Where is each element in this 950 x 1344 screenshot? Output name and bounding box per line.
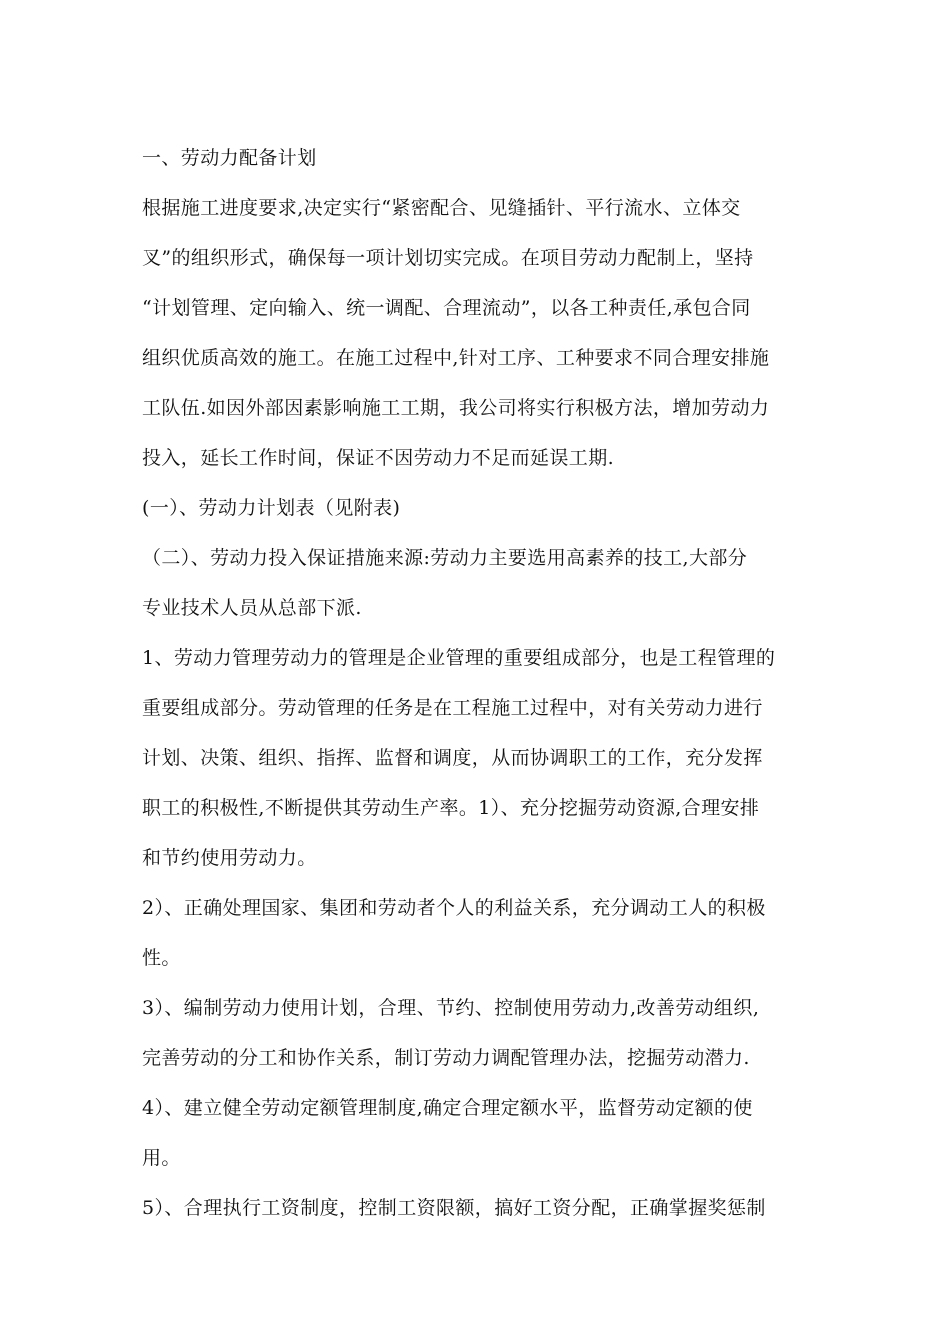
paragraph-line: 3）、编制劳动力使用计划，合理、节约、控制使用劳动力,改善劳动组织,: [142, 997, 760, 1019]
paragraph-line: 和节约使用劳动力。: [142, 847, 317, 869]
paragraph-line: 用。: [142, 1147, 181, 1169]
paragraph-line: 1、劳动力管理劳动力的管理是企业管理的重要组成部分，也是工程管理的: [142, 647, 776, 669]
subheading-line: (一）、劳动力计划表（见附表): [142, 497, 401, 519]
paragraph-line: 专业技术人员从总部下派.: [142, 597, 362, 619]
paragraph-line: 投入，延长工作时间，保证不因劳动力不足而延误工期.: [142, 447, 615, 469]
paragraph-line: “计划管理、定向输入、统一调配、合理流动”，以各工种责任,承包合同: [142, 297, 751, 319]
paragraph-line: 重要组成部分。劳动管理的任务是在工程施工过程中，对有关劳动力进行: [142, 697, 763, 719]
paragraph-line: （二）、劳动力投入保证措施来源:劳动力主要选用高素养的技工,大部分: [142, 547, 748, 569]
paragraph-line: 根据施工进度要求,决定实行“紧密配合、见缝插针、平行流水、立体交: [142, 197, 741, 219]
section-heading: 一、劳动力配备计划: [142, 147, 317, 169]
paragraph-line: 叉”的组织形式，确保每一项计划切实完成。在项目劳动力配制上，坚持: [142, 247, 754, 269]
paragraph-line: 工队伍.如因外部因素影响施工工期，我公司将实行积极方法，增加劳动力: [142, 397, 770, 419]
paragraph-line: 2）、正确处理国家、集团和劳动者个人的利益关系，充分调动工人的积极: [142, 897, 766, 919]
paragraph-line: 4）、建立健全劳动定额管理制度,确定合理定额水平，监督劳动定额的使: [142, 1097, 753, 1119]
paragraph-line: 性。: [142, 947, 181, 969]
paragraph-line: 完善劳动的分工和协作关系，制订劳动力调配管理办法，挖掘劳动潜力.: [142, 1047, 750, 1069]
paragraph-line: 计划、决策、组织、指挥、监督和调度，从而协调职工的工作，充分发挥: [142, 747, 763, 769]
paragraph-line: 组织优质高效的施工。在施工过程中,针对工序、工种要求不同合理安排施: [142, 347, 770, 369]
paragraph-line: 职工的积极性,不断提供其劳动生产率。1）、充分挖掘劳动资源,合理安排: [142, 797, 760, 819]
paragraph-line: 5）、合理执行工资制度，控制工资限额，搞好工资分配，正确掌握奖惩制: [142, 1197, 766, 1219]
